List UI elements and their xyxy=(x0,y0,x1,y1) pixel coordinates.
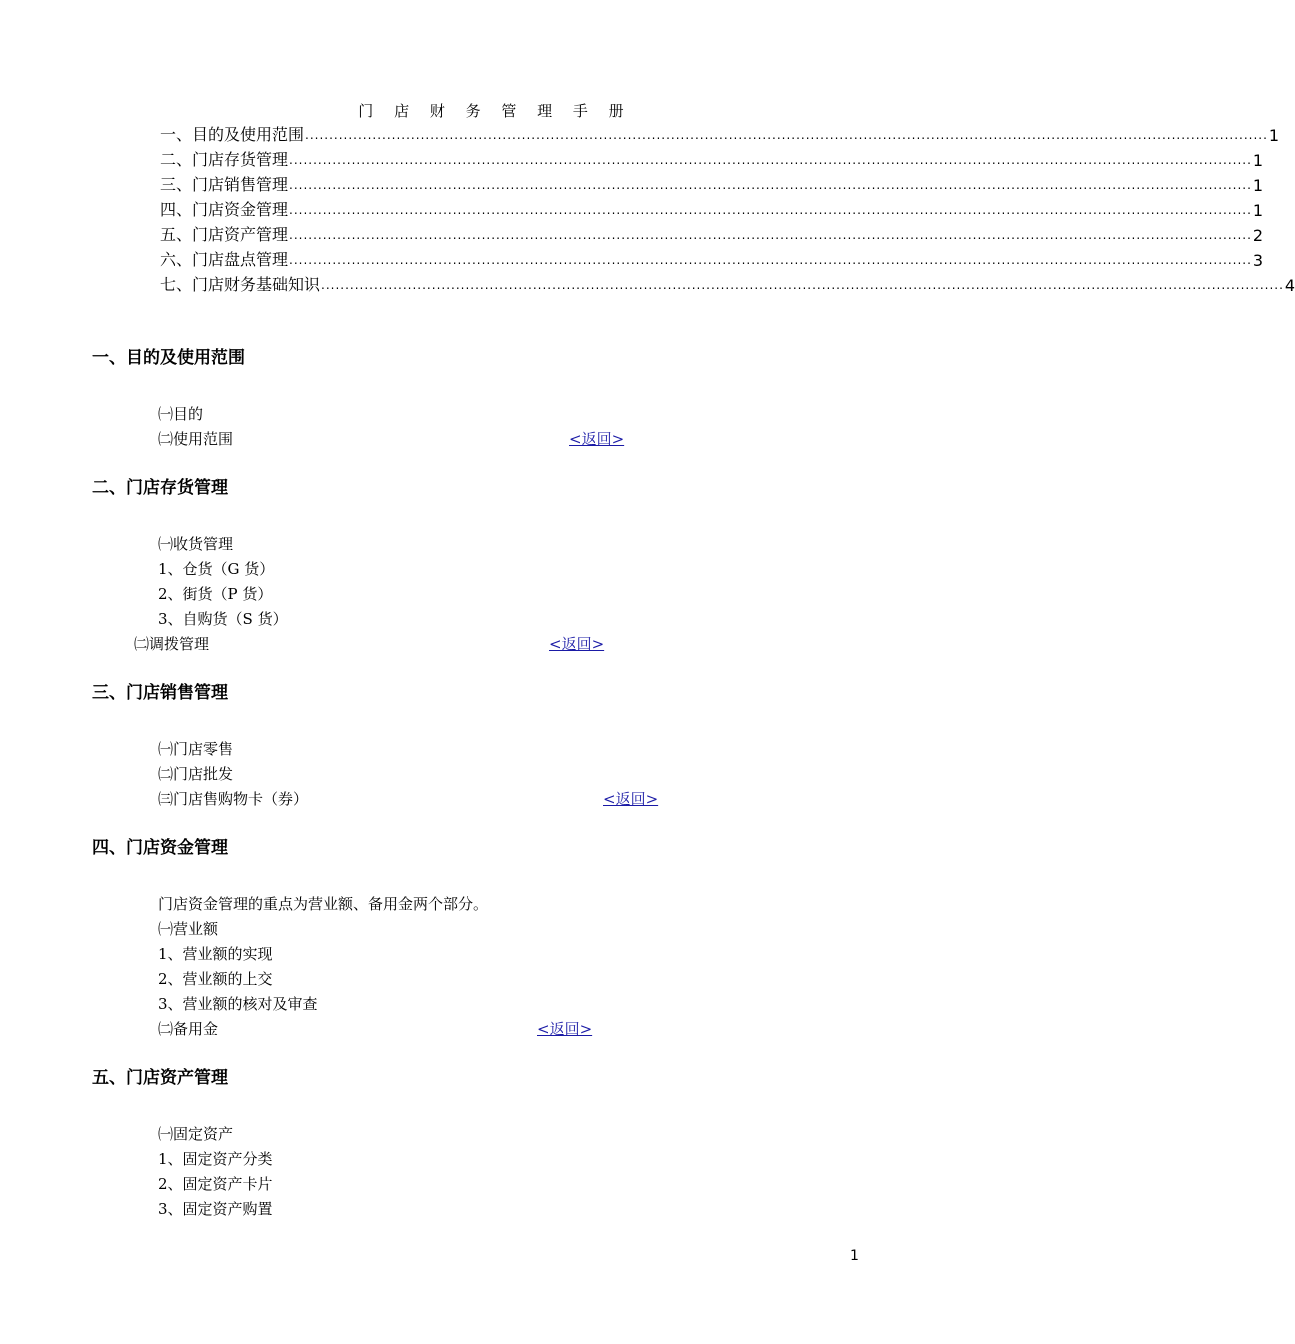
back-link[interactable]: <返回> xyxy=(537,1020,593,1038)
toc-page: 1 xyxy=(1268,126,1280,145)
toc-entry[interactable] xyxy=(160,223,1264,245)
toc-label: 五、门店资产管理 xyxy=(160,225,289,244)
section-heading: 三、门店销售管理 xyxy=(92,683,228,703)
section-heading: 四、门店资金管理 xyxy=(92,838,228,858)
list-item: ㈠门店零售 xyxy=(158,740,234,758)
list-item: ㈡使用范围 xyxy=(158,430,234,448)
document-title: 门 店 财 务 管 理 手 册 xyxy=(358,102,632,120)
toc-label: 四、门店资金管理 xyxy=(160,200,289,219)
toc-label: 一、目的及使用范围 xyxy=(160,125,305,144)
toc-entry[interactable] xyxy=(160,248,1264,270)
toc-page: 2 xyxy=(1252,226,1264,245)
toc-label: 七、门店财务基础知识 xyxy=(160,275,321,294)
toc-label: 六、门店盘点管理 xyxy=(160,250,289,269)
list-item: 3、营业额的核对及审查 xyxy=(158,995,318,1013)
list-item: ㈠收货管理 xyxy=(158,535,234,553)
toc-entry[interactable] xyxy=(160,148,1264,170)
toc-leader: ........................................................................................................................................................................................................ xyxy=(321,278,1284,292)
section-heading: 一、目的及使用范围 xyxy=(92,348,245,368)
toc-entry[interactable] xyxy=(160,198,1264,220)
toc-page: 1 xyxy=(1252,151,1264,170)
toc-leader: ........................................................................................................................................................................................................ xyxy=(289,203,1252,217)
list-item: ㈡备用金 xyxy=(158,1020,219,1038)
list-item: 3、自购货（S 货） xyxy=(158,610,288,628)
toc-page: 4 xyxy=(1284,276,1295,295)
toc-leader: ........................................................................................................................................................................................................ xyxy=(289,253,1252,267)
toc-leader: ........................................................................................................................................................................................................ xyxy=(289,228,1252,242)
list-item: 1、固定资产分类 xyxy=(158,1150,273,1168)
list-item: ㈡门店批发 xyxy=(158,765,234,783)
list-item: 2、街货（P 货） xyxy=(158,585,273,603)
list-item: 2、固定资产卡片 xyxy=(158,1175,273,1193)
list-item: 1、仓货（G 货） xyxy=(158,560,275,578)
toc-page: 1 xyxy=(1252,176,1264,195)
list-item: ㈡调拨管理 xyxy=(134,635,210,653)
toc-entry[interactable] xyxy=(160,273,1295,295)
back-link[interactable]: <返回> xyxy=(569,430,625,448)
back-link[interactable]: <返回> xyxy=(549,635,605,653)
list-item: 3、固定资产购置 xyxy=(158,1200,273,1218)
list-item: ㈠目的 xyxy=(158,405,204,423)
toc-leader: ........................................................................................................................................................................................................ xyxy=(305,128,1268,142)
list-item: 2、营业额的上交 xyxy=(158,970,273,988)
page-number: 1 xyxy=(850,1248,859,1264)
list-item: ㈠固定资产 xyxy=(158,1125,234,1143)
section-heading: 二、门店存货管理 xyxy=(92,478,228,498)
section-heading: 五、门店资产管理 xyxy=(92,1068,228,1088)
list-item: ㈠营业额 xyxy=(158,920,219,938)
back-link[interactable]: <返回> xyxy=(603,790,659,808)
toc-entry[interactable] xyxy=(160,173,1264,195)
toc-label: 三、门店销售管理 xyxy=(160,175,289,194)
list-item: ㈢门店售购物卡（券） xyxy=(158,790,309,808)
toc-leader: ........................................................................................................................................................................................................ xyxy=(289,178,1252,192)
paragraph: 门店资金管理的重点为营业额、备用金两个部分。 xyxy=(158,895,489,913)
toc-leader: ........................................................................................................................................................................................................ xyxy=(289,153,1252,167)
toc-entry[interactable] xyxy=(160,123,1280,145)
toc-label: 二、门店存货管理 xyxy=(160,150,289,169)
toc-page: 1 xyxy=(1252,201,1264,220)
toc-page: 3 xyxy=(1252,251,1264,270)
list-item: 1、营业额的实现 xyxy=(158,945,273,963)
